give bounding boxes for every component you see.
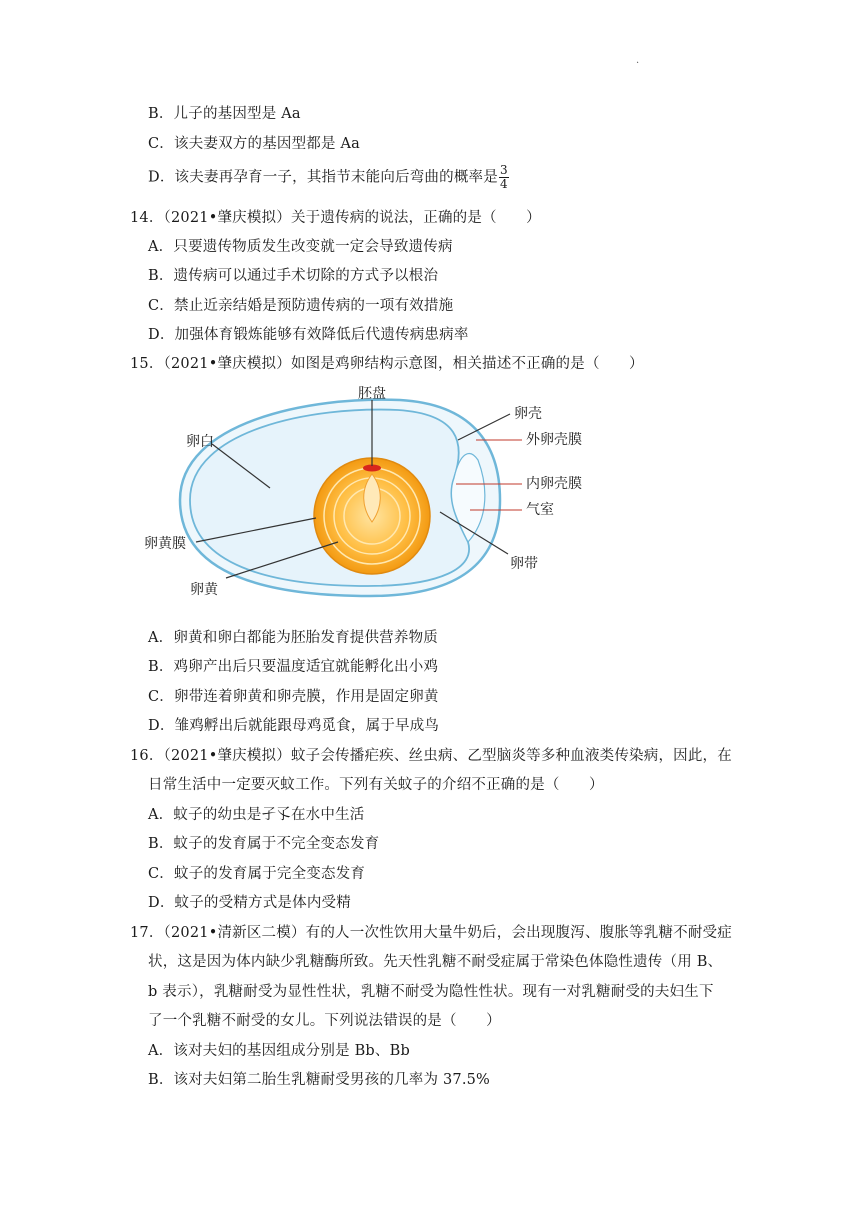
label-inner-membrane: 内卵壳膜 — [526, 476, 582, 492]
q16-stem-line-2: 日常生活中一定要灭蚊工作。下列有关蚊子的介绍不正确的是（ ） — [148, 777, 604, 793]
q17-option-b: B．该对夫妇第二胎生乳糖耐受男孩的几率为 37.5% — [148, 1072, 491, 1088]
egg-structure-diagram — [140, 382, 600, 602]
q14-option-b: B．遗传病可以通过手术切除的方式予以根治 — [148, 268, 439, 284]
q14-option-d: D．加强体育锻炼能够有效降低后代遗传病患病率 — [148, 327, 469, 343]
fraction-denominator: 4 — [499, 177, 508, 191]
probability-fraction — [499, 164, 509, 191]
label-albumen: 卵白 — [186, 434, 214, 450]
label-air-cell: 气室 — [526, 502, 554, 518]
q14-stem: 14．（2021•肇庆模拟）关于遗传病的说法，正确的是（ ） — [130, 210, 541, 226]
label-outer-membrane: 外卵壳膜 — [526, 432, 582, 448]
q16-option-b: B．蚊子的发育属于不完全变态发育 — [148, 836, 380, 852]
q17-stem-line-2: 状，这是因为体内缺少乳糖酶所致。先天性乳糖不耐受症属于常染色体隐性遗传（用 B、 — [148, 954, 723, 970]
q16-option-a: A．蚊子的幼虫是孑孓在水中生活 — [148, 807, 365, 823]
q13-option-c: C．该夫妻双方的基因型都是 Aa — [148, 136, 361, 152]
q16-option-d: D．蚊子的受精方式是体内受精 — [148, 895, 351, 911]
label-yolk-membrane: 卵黄膜 — [144, 536, 186, 552]
q13-option-d — [148, 164, 509, 191]
fraction-numerator: 3 — [499, 163, 508, 177]
q15-option-b: B．鸡卵产出后只要温度适宜就能孵化出小鸡 — [148, 659, 439, 675]
q14-option-a: A．只要遗传物质发生改变就一定会导致遗传病 — [148, 239, 453, 255]
label-shell: 卵壳 — [514, 406, 542, 422]
q15-stem: 15．（2021•肇庆模拟）如图是鸡卵结构示意图，相关描述不正确的是（ ） — [130, 356, 644, 372]
q16-stem-line-1: 16．（2021•肇庆模拟）蚊子会传播疟疾、丝虫病、乙型脑炎等多种血液类传染病，因此，在 — [130, 748, 732, 764]
q16-option-c: C．蚊子的发育属于完全变态发育 — [148, 866, 366, 882]
page-header-mark: · — [636, 58, 640, 69]
label-chalaza: 卵带 — [510, 556, 538, 572]
q15-option-d: D．雏鸡孵出后就能跟母鸡觅食，属于早成鸟 — [148, 718, 440, 734]
q13-option-b: B．儿子的基因型是 Aa — [148, 106, 301, 122]
q17-stem-line-4: 了一个乳糖不耐受的女儿。下列说法错误的是（ ） — [148, 1013, 501, 1029]
q17-option-a: A．该对夫妇的基因组成分别是 Bb、Bb — [148, 1043, 410, 1059]
label-embryo-disc: 胚盘 — [358, 386, 386, 402]
q17-stem-line-1: 17．（2021•清新区二模）有的人一次性饮用大量牛奶后，会出现腹泻、腹胀等乳糖不耐受症 — [130, 925, 732, 941]
q15-option-c: C．卵带连着卵黄和卵壳膜，作用是固定卵黄 — [148, 689, 439, 705]
q15-option-a: A．卵黄和卵白都能为胚胎发育提供营养物质 — [148, 630, 438, 646]
q14-option-c: C．禁止近亲结婚是预防遗传病的一项有效措施 — [148, 298, 454, 314]
q13-option-d-text: D．该夫妻再孕育一子，其指节末能向后弯曲的概率是 — [148, 169, 498, 186]
q17-stem-line-3: b 表示），乳糖耐受为显性性状，乳糖不耐受为隐性性状。现有一对乳糖耐受的夫妇生下 — [148, 984, 714, 1000]
label-yolk: 卵黄 — [190, 582, 218, 598]
